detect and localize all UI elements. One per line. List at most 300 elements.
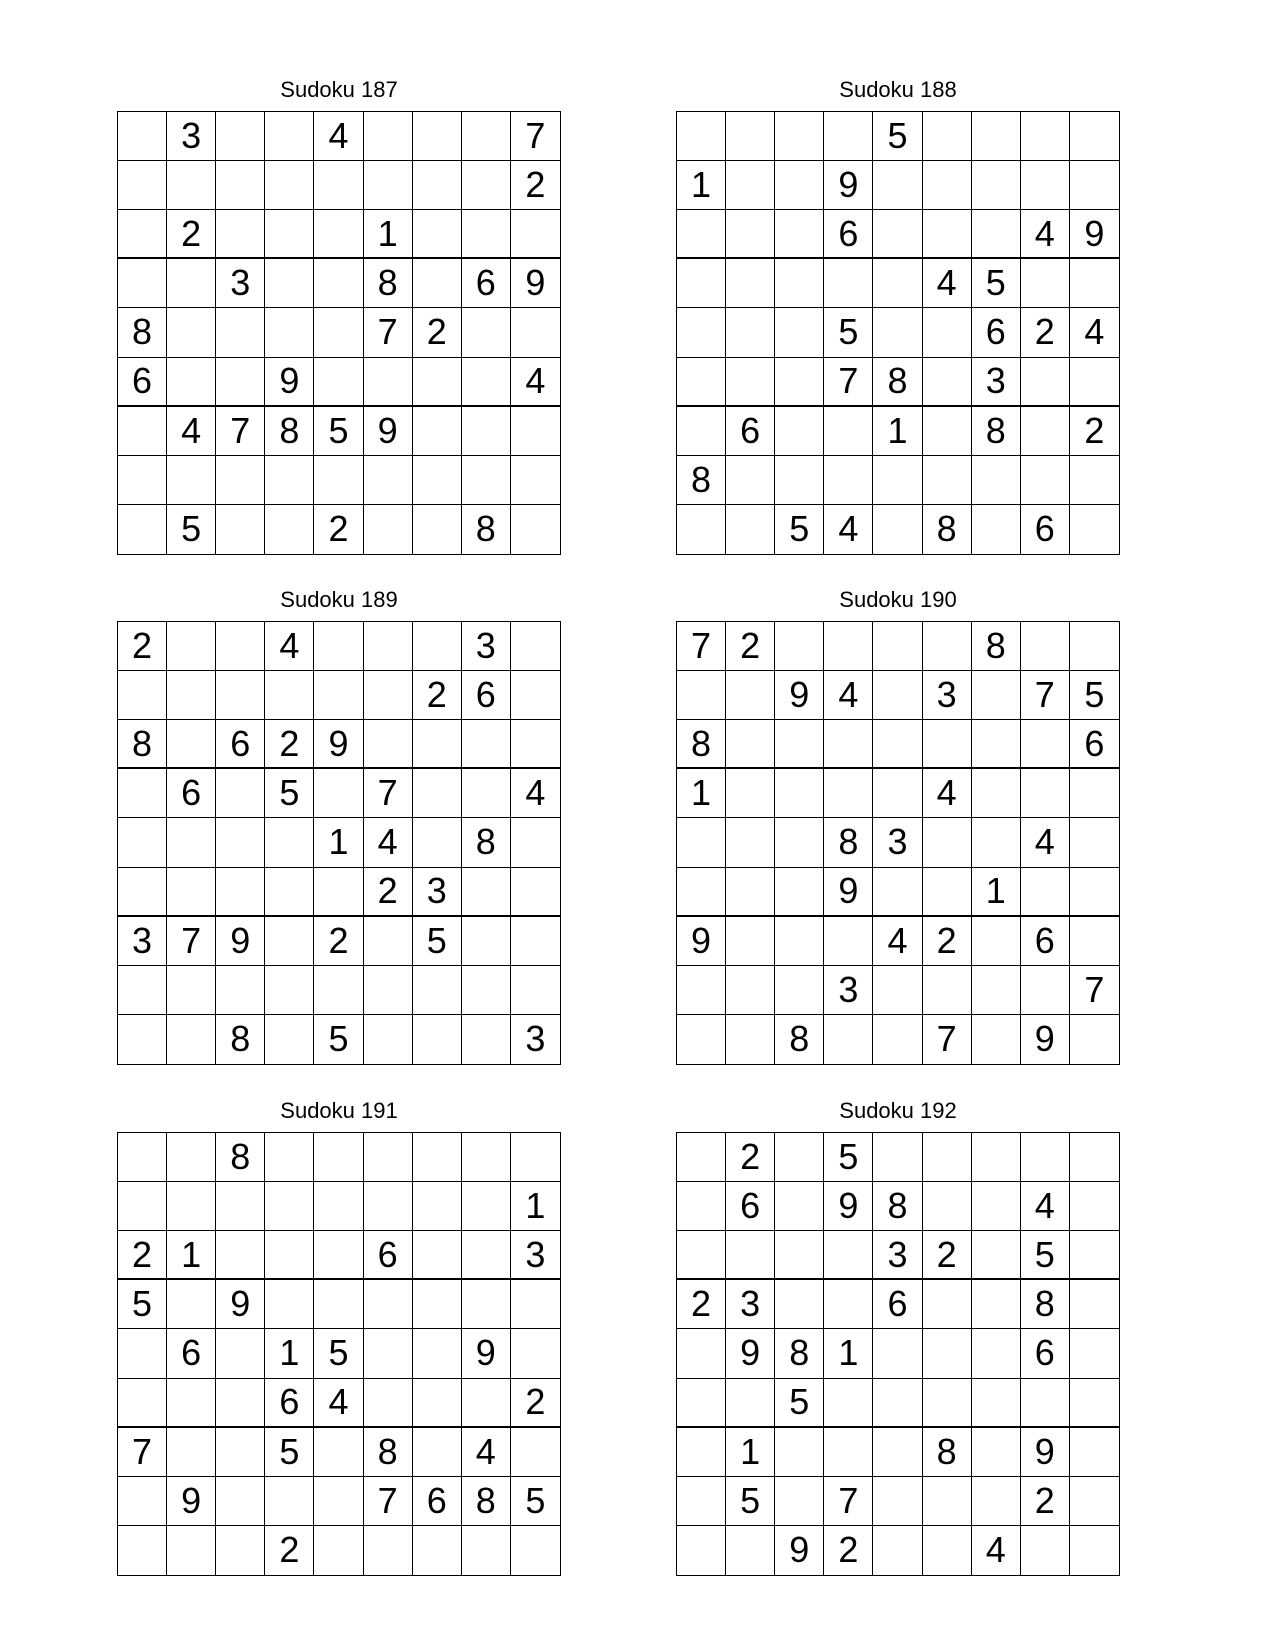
sudoku-cell xyxy=(873,505,922,554)
sudoku-cell xyxy=(1070,1231,1119,1280)
sudoku-cell xyxy=(775,308,824,357)
sudoku-cell xyxy=(314,308,363,357)
sudoku-puzzle-188 xyxy=(676,77,1120,555)
sudoku-cell xyxy=(824,456,873,505)
sudoku-cell xyxy=(413,112,462,161)
sudoku-cell xyxy=(413,622,462,671)
sudoku-cell xyxy=(677,308,726,357)
sudoku-cell xyxy=(1021,358,1070,407)
sudoku-cell: 4 xyxy=(364,818,413,867)
sudoku-cell xyxy=(265,1182,314,1231)
sudoku-cell: 7 xyxy=(216,407,265,456)
sudoku-cell xyxy=(775,112,824,161)
sudoku-cell xyxy=(972,818,1021,867)
sudoku-cell: 6 xyxy=(462,671,511,720)
sudoku-cell xyxy=(775,161,824,210)
sudoku-cell: 5 xyxy=(824,1133,873,1182)
sudoku-cell xyxy=(726,259,775,308)
sudoku-cell: 5 xyxy=(265,769,314,818)
sudoku-cell xyxy=(364,161,413,210)
sudoku-cell xyxy=(413,818,462,867)
sudoku-cell xyxy=(413,769,462,818)
sudoku-cell xyxy=(824,917,873,966)
sudoku-cell xyxy=(972,112,1021,161)
sudoku-cell xyxy=(462,210,511,259)
sudoku-cell xyxy=(265,1133,314,1182)
sudoku-cell xyxy=(511,1526,560,1575)
sudoku-cell xyxy=(824,769,873,818)
sudoku-cell xyxy=(167,622,216,671)
sudoku-cell xyxy=(775,1133,824,1182)
sudoku-cell xyxy=(314,1526,363,1575)
sudoku-cell xyxy=(314,210,363,259)
sudoku-cell: 2 xyxy=(677,1280,726,1329)
sudoku-puzzle-191 xyxy=(117,1098,561,1576)
sudoku-cell xyxy=(314,1231,363,1280)
sudoku-cell xyxy=(824,720,873,769)
sudoku-cell xyxy=(118,1133,167,1182)
sudoku-cell xyxy=(1021,966,1070,1015)
sudoku-cell: 5 xyxy=(511,1477,560,1526)
sudoku-cell xyxy=(167,1428,216,1477)
sudoku-cell xyxy=(216,818,265,867)
sudoku-cell: 2 xyxy=(726,1133,775,1182)
sudoku-cell xyxy=(726,1379,775,1428)
sudoku-cell xyxy=(462,1526,511,1575)
sudoku-cell xyxy=(265,1015,314,1064)
sudoku-cell: 6 xyxy=(972,308,1021,357)
sudoku-cell xyxy=(511,407,560,456)
sudoku-cell: 1 xyxy=(364,210,413,259)
sudoku-cell xyxy=(413,1379,462,1428)
sudoku-cell: 1 xyxy=(824,1329,873,1378)
sudoku-cell xyxy=(511,1280,560,1329)
sudoku-cell xyxy=(118,1526,167,1575)
sudoku-cell xyxy=(923,720,972,769)
sudoku-cell xyxy=(216,358,265,407)
sudoku-cell xyxy=(265,671,314,720)
sudoku-cell: 4 xyxy=(873,917,922,966)
sudoku-cell xyxy=(1070,358,1119,407)
sudoku-cell xyxy=(726,1015,775,1064)
sudoku-cell xyxy=(413,505,462,554)
sudoku-cell: 8 xyxy=(775,1329,824,1378)
sudoku-cell: 7 xyxy=(511,112,560,161)
sudoku-cell xyxy=(1070,1428,1119,1477)
sudoku-cell xyxy=(314,1280,363,1329)
sudoku-cell xyxy=(511,456,560,505)
sudoku-cell: 4 xyxy=(824,505,873,554)
sudoku-cell xyxy=(216,671,265,720)
sudoku-cell xyxy=(873,308,922,357)
sudoku-cell xyxy=(167,1526,216,1575)
sudoku-cell xyxy=(726,505,775,554)
sudoku-cell xyxy=(1070,161,1119,210)
sudoku-cell xyxy=(364,456,413,505)
sudoku-cell xyxy=(1070,1280,1119,1329)
sudoku-cell xyxy=(677,407,726,456)
sudoku-cell xyxy=(462,161,511,210)
sudoku-cell: 3 xyxy=(413,868,462,917)
sudoku-cell xyxy=(873,1428,922,1477)
sudoku-cell: 9 xyxy=(1021,1428,1070,1477)
sudoku-cell xyxy=(462,1015,511,1064)
sudoku-cell xyxy=(726,161,775,210)
sudoku-cell: 9 xyxy=(824,1182,873,1231)
sudoku-cell: 8 xyxy=(873,358,922,407)
sudoku-cell: 9 xyxy=(677,917,726,966)
sudoku-cell xyxy=(462,358,511,407)
sudoku-cell xyxy=(923,818,972,867)
sudoku-cell: 5 xyxy=(413,917,462,966)
sudoku-cell xyxy=(1021,407,1070,456)
sudoku-cell: 9 xyxy=(824,868,873,917)
sudoku-cell: 5 xyxy=(824,308,873,357)
sudoku-cell: 3 xyxy=(972,358,1021,407)
sudoku-cell xyxy=(972,210,1021,259)
sudoku-cell xyxy=(726,1526,775,1575)
sudoku-cell xyxy=(216,505,265,554)
sudoku-cell xyxy=(972,917,1021,966)
sudoku-cell xyxy=(216,456,265,505)
sudoku-cell xyxy=(1070,456,1119,505)
sudoku-cell xyxy=(726,818,775,867)
sudoku-cell xyxy=(364,1133,413,1182)
sudoku-cell: 3 xyxy=(118,917,167,966)
sudoku-cell xyxy=(413,1231,462,1280)
sudoku-cell xyxy=(364,1182,413,1231)
sudoku-cell: 8 xyxy=(118,308,167,357)
sudoku-cell xyxy=(511,308,560,357)
sudoku-cell: 6 xyxy=(265,1379,314,1428)
sudoku-cell xyxy=(1070,112,1119,161)
sudoku-cell: 6 xyxy=(1021,1329,1070,1378)
sudoku-cell: 3 xyxy=(525,1018,546,1060)
sudoku-cell xyxy=(413,1526,462,1575)
sudoku-cell xyxy=(118,966,167,1015)
sudoku-cell xyxy=(677,868,726,917)
sudoku-cell xyxy=(118,161,167,210)
sudoku-cell xyxy=(726,308,775,357)
sudoku-cell xyxy=(364,622,413,671)
sudoku-cell xyxy=(364,1379,413,1428)
sudoku-cell xyxy=(873,966,922,1015)
sudoku-cell xyxy=(1021,769,1070,818)
sudoku-cell: 1 xyxy=(873,407,922,456)
sudoku-cell: 6 xyxy=(1021,505,1070,554)
sudoku-cell xyxy=(972,1182,1021,1231)
sudoku-cell xyxy=(677,1477,726,1526)
sudoku-cell xyxy=(873,720,922,769)
sudoku-cell: 1 xyxy=(511,1182,560,1231)
sudoku-cell xyxy=(775,818,824,867)
sudoku-cell xyxy=(923,1329,972,1378)
sudoku-cell xyxy=(413,1329,462,1378)
sudoku-cell xyxy=(216,1231,265,1280)
sudoku-cell xyxy=(972,671,1021,720)
sudoku-cell: 6 xyxy=(167,769,216,818)
sudoku-cell xyxy=(265,456,314,505)
puzzle-title: Sudoku 188 xyxy=(839,77,957,102)
sudoku-cell xyxy=(677,1015,726,1064)
sudoku-cell xyxy=(677,505,726,554)
sudoku-cell: 1 xyxy=(726,1428,775,1477)
sudoku-cell xyxy=(677,966,726,1015)
sudoku-cell: 7 xyxy=(677,622,726,671)
sudoku-cell xyxy=(314,868,363,917)
sudoku-cell: 3 xyxy=(462,622,511,671)
sudoku-cell xyxy=(265,308,314,357)
sudoku-cell: 8 xyxy=(1021,1280,1070,1329)
sudoku-cell: 2 xyxy=(511,1379,560,1428)
sudoku-cell xyxy=(775,1231,824,1280)
sudoku-cell xyxy=(677,1428,726,1477)
sudoku-cell: 2 xyxy=(314,917,363,966)
sudoku-cell: 2 xyxy=(923,917,972,966)
sudoku-cell: 9 xyxy=(265,358,314,407)
sudoku-cell xyxy=(775,1182,824,1231)
sudoku-cell xyxy=(1021,1379,1070,1428)
sudoku-cell xyxy=(923,1477,972,1526)
sudoku-cell xyxy=(118,1477,167,1526)
sudoku-cell xyxy=(775,720,824,769)
sudoku-cell xyxy=(775,407,824,456)
sudoku-cell: 8 xyxy=(462,505,511,554)
sudoku-cell xyxy=(775,769,824,818)
sudoku-cell xyxy=(364,671,413,720)
sudoku-cell: 2 xyxy=(726,622,775,671)
sudoku-cell xyxy=(216,1428,265,1477)
sudoku-cell xyxy=(824,1280,873,1329)
sudoku-cell xyxy=(923,210,972,259)
puzzle-title: Sudoku 189 xyxy=(280,587,398,612)
sudoku-cell xyxy=(972,1133,1021,1182)
sudoku-cell xyxy=(511,671,560,720)
sudoku-cell: 7 xyxy=(167,917,216,966)
sudoku-cell: 4 xyxy=(824,671,873,720)
sudoku-cell xyxy=(873,1379,922,1428)
sudoku-cell xyxy=(972,1015,1021,1064)
sudoku-cell xyxy=(265,1231,314,1280)
sudoku-cell: 4 xyxy=(1021,210,1070,259)
sudoku-grid xyxy=(676,621,1120,1065)
sudoku-cell xyxy=(118,112,167,161)
sudoku-cell xyxy=(923,407,972,456)
sudoku-cell: 8 xyxy=(873,1182,922,1231)
sudoku-cell: 4 xyxy=(314,112,363,161)
sudoku-cell xyxy=(216,112,265,161)
sudoku-cell xyxy=(726,210,775,259)
sudoku-cell: 8 xyxy=(265,407,314,456)
sudoku-cell: 8 xyxy=(364,1428,413,1477)
sudoku-cell: 8 xyxy=(677,720,726,769)
sudoku-cell: 2 xyxy=(118,622,167,671)
sudoku-cell xyxy=(314,966,363,1015)
sudoku-cell: 4 xyxy=(1021,1182,1070,1231)
sudoku-cell xyxy=(265,1477,314,1526)
sudoku-cell xyxy=(167,1015,216,1064)
sudoku-cell: 7 xyxy=(923,1015,972,1064)
sudoku-cell xyxy=(364,917,413,966)
sudoku-cell: 8 xyxy=(972,407,1021,456)
sudoku-cell xyxy=(972,505,1021,554)
sudoku-cell xyxy=(511,917,560,966)
sudoku-cell: 8 xyxy=(462,818,511,867)
sudoku-cell xyxy=(972,1477,1021,1526)
sudoku-cell xyxy=(677,818,726,867)
sudoku-cell: 6 xyxy=(1021,917,1070,966)
sudoku-cell: 4 xyxy=(167,407,216,456)
sudoku-cell: 9 xyxy=(314,720,363,769)
sudoku-cell xyxy=(923,456,972,505)
sudoku-cell: 7 xyxy=(364,769,413,818)
sudoku-cell xyxy=(726,456,775,505)
sudoku-cell xyxy=(364,720,413,769)
sudoku-cell xyxy=(1021,161,1070,210)
sudoku-cell: 8 xyxy=(972,622,1021,671)
sudoku-cell: 7 xyxy=(364,1477,413,1526)
sudoku-cell xyxy=(364,358,413,407)
sudoku-cell xyxy=(1070,917,1119,966)
sudoku-cell: 8 xyxy=(216,1133,265,1182)
puzzle-title: Sudoku 190 xyxy=(839,587,957,612)
sudoku-cell xyxy=(775,622,824,671)
sudoku-cell xyxy=(1021,456,1070,505)
sudoku-cell xyxy=(118,1182,167,1231)
sudoku-cell: 9 xyxy=(726,1329,775,1378)
sudoku-cell xyxy=(462,308,511,357)
sudoku-cell xyxy=(167,1182,216,1231)
sudoku-cell: 8 xyxy=(118,720,167,769)
sudoku-cell: 3 xyxy=(873,818,922,867)
sudoku-cell xyxy=(413,720,462,769)
sudoku-cell xyxy=(364,1015,413,1064)
sudoku-cell: 8 xyxy=(775,1015,824,1064)
sudoku-cell xyxy=(462,868,511,917)
sudoku-cell xyxy=(726,358,775,407)
sudoku-cell: 2 xyxy=(413,308,462,357)
sudoku-cell: 6 xyxy=(118,358,167,407)
sudoku-cell: 2 xyxy=(1021,308,1070,357)
puzzle-title: Sudoku 191 xyxy=(280,1098,398,1123)
sudoku-cell: 5 xyxy=(1070,671,1119,720)
sudoku-cell xyxy=(216,1329,265,1378)
sudoku-cell xyxy=(314,1477,363,1526)
sudoku-cell xyxy=(462,1379,511,1428)
sudoku-cell xyxy=(1021,720,1070,769)
sudoku-cell xyxy=(413,407,462,456)
sudoku-cell xyxy=(873,161,922,210)
sudoku-cell xyxy=(413,210,462,259)
sudoku-cell: 5 xyxy=(314,407,363,456)
sudoku-cell xyxy=(1070,1133,1119,1182)
sudoku-cell xyxy=(462,1280,511,1329)
sudoku-cell xyxy=(1070,1182,1119,1231)
sudoku-cell: 2 xyxy=(265,1526,314,1575)
sudoku-cell xyxy=(167,966,216,1015)
sudoku-cell: 4 xyxy=(923,769,972,818)
sudoku-cell xyxy=(364,112,413,161)
sudoku-cell: 2 xyxy=(1021,1477,1070,1526)
sudoku-cell xyxy=(1070,868,1119,917)
sudoku-cell: 5 xyxy=(167,505,216,554)
sudoku-cell xyxy=(1021,1526,1070,1575)
sudoku-cell xyxy=(314,769,363,818)
sudoku-grid xyxy=(117,1132,561,1576)
sudoku-cell: 4 xyxy=(1070,308,1119,357)
sudoku-cell xyxy=(972,1280,1021,1329)
sudoku-cell xyxy=(413,358,462,407)
sudoku-cell: 2 xyxy=(167,210,216,259)
sudoku-cell xyxy=(167,456,216,505)
sudoku-cell xyxy=(314,671,363,720)
sudoku-cell xyxy=(1021,622,1070,671)
sudoku-cell xyxy=(1070,1477,1119,1526)
sudoku-cell: 4 xyxy=(314,1379,363,1428)
sudoku-cell xyxy=(118,505,167,554)
sudoku-cell xyxy=(972,1428,1021,1477)
sudoku-cell: 4 xyxy=(265,622,314,671)
sudoku-cell xyxy=(923,161,972,210)
sudoku-cell xyxy=(726,720,775,769)
sudoku-cell: 9 xyxy=(775,671,824,720)
sudoku-cell xyxy=(167,1379,216,1428)
sudoku-cell xyxy=(118,1379,167,1428)
sudoku-cell xyxy=(1021,112,1070,161)
sudoku-cell xyxy=(265,505,314,554)
sudoku-cell xyxy=(216,769,265,818)
sudoku-cell xyxy=(923,358,972,407)
sudoku-cell xyxy=(413,259,462,308)
sudoku-cell xyxy=(462,769,511,818)
sudoku-cell: 8 xyxy=(923,1428,972,1477)
sudoku-cell xyxy=(364,505,413,554)
sudoku-cell xyxy=(726,966,775,1015)
sudoku-cell xyxy=(167,1280,216,1329)
sudoku-cell xyxy=(462,456,511,505)
sudoku-cell xyxy=(216,210,265,259)
sudoku-cell: 7 xyxy=(1021,671,1070,720)
sudoku-cell xyxy=(726,769,775,818)
sudoku-cell xyxy=(118,259,167,308)
sudoku-cell xyxy=(265,210,314,259)
sudoku-cell xyxy=(923,622,972,671)
sudoku-cell: 9 xyxy=(364,407,413,456)
sudoku-cell xyxy=(511,622,560,671)
sudoku-cell xyxy=(824,1379,873,1428)
sudoku-cell xyxy=(216,966,265,1015)
sudoku-cell xyxy=(314,1133,363,1182)
sudoku-cell: 9 xyxy=(167,1477,216,1526)
sudoku-cell: 7 xyxy=(824,1477,873,1526)
sudoku-cell: 1 xyxy=(972,868,1021,917)
sudoku-cell: 8 xyxy=(677,456,726,505)
sudoku-cell xyxy=(265,259,314,308)
sudoku-cell xyxy=(511,210,560,259)
sudoku-cell xyxy=(413,1133,462,1182)
sudoku-cell xyxy=(972,1231,1021,1280)
sudoku-cell xyxy=(314,259,363,308)
sudoku-cell xyxy=(775,1280,824,1329)
sudoku-cell xyxy=(873,259,922,308)
sudoku-cell xyxy=(511,966,560,1015)
sudoku-cell xyxy=(462,1231,511,1280)
sudoku-cell xyxy=(265,818,314,867)
sudoku-cell: 4 xyxy=(511,769,560,818)
sudoku-cell xyxy=(972,1379,1021,1428)
sudoku-cell xyxy=(167,358,216,407)
sudoku-cell xyxy=(413,456,462,505)
